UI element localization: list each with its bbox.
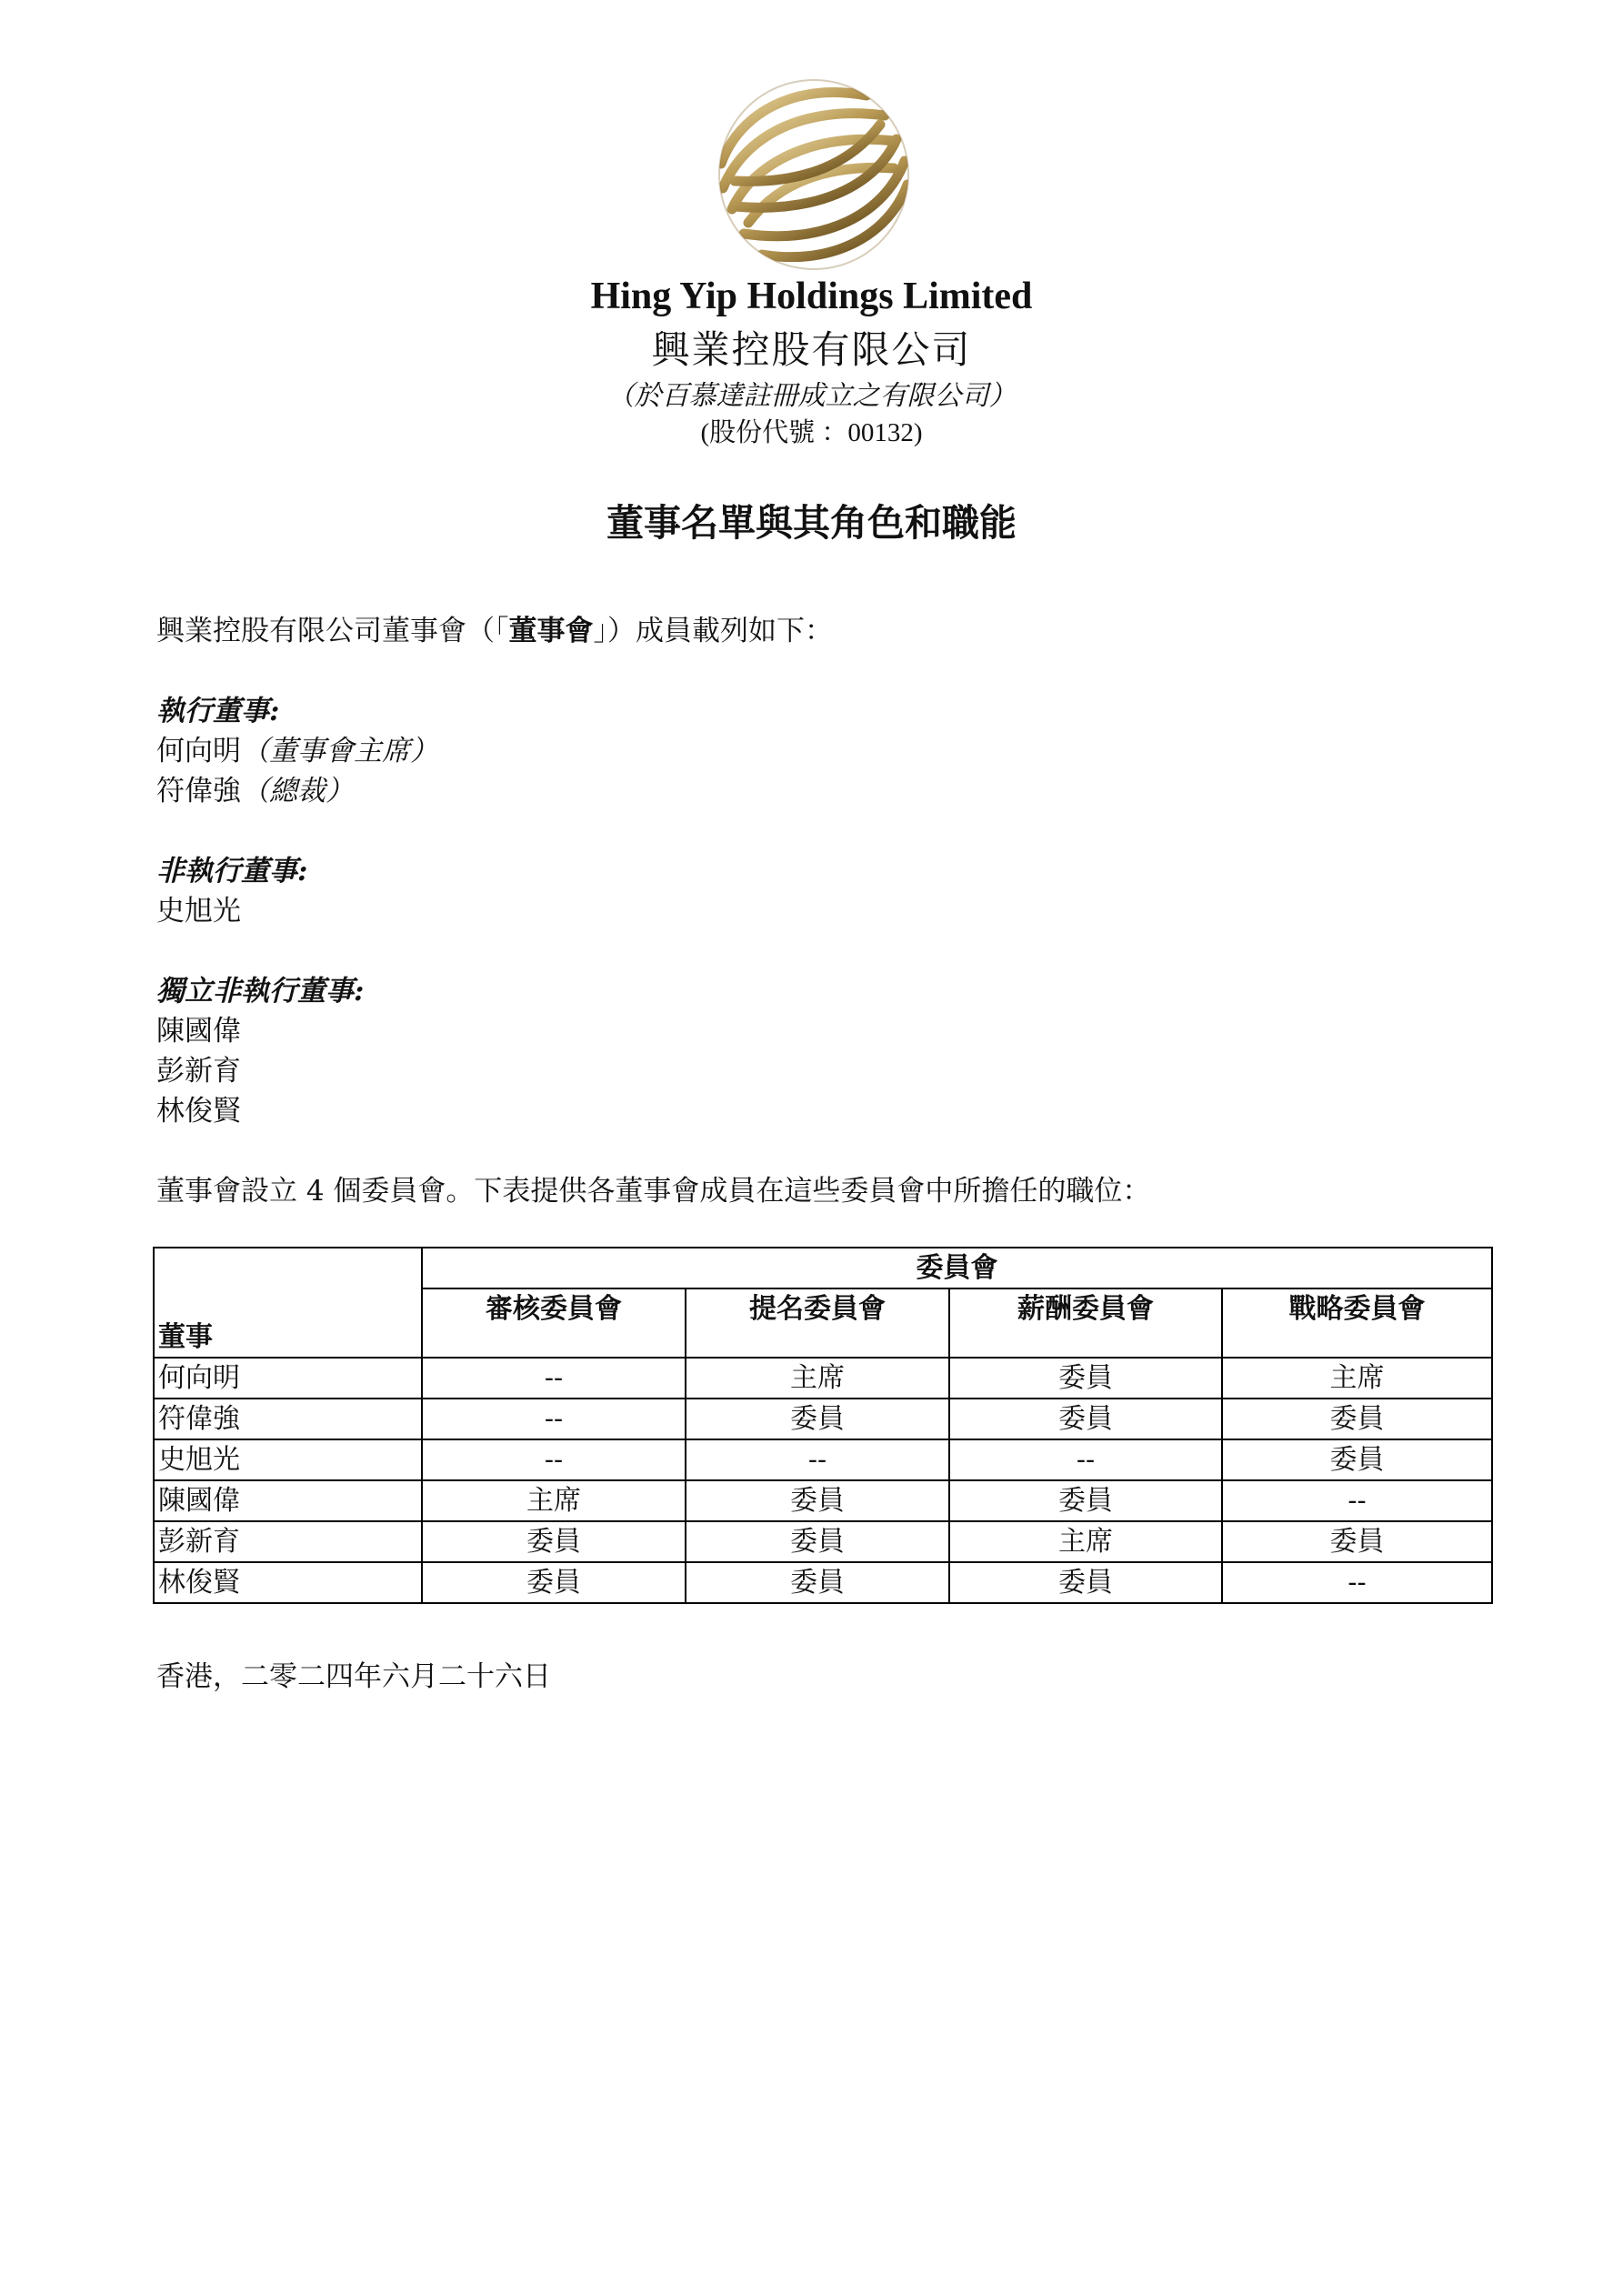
committee-position-cell: 委員 [686, 1562, 949, 1603]
incorporation-note: （於百慕達註冊成立之有限公司） [606, 380, 1017, 412]
committee-position-cell: -- [1222, 1480, 1492, 1521]
committee-position-cell: 委員 [1222, 1439, 1492, 1480]
executive-directors-heading: 執行董事: [156, 695, 280, 727]
committee-group-header: 委員會 [422, 1248, 1492, 1288]
intro-text-after: 」）成員載列如下： [593, 615, 833, 647]
committee-position-cell: 委員 [422, 1562, 686, 1603]
intro-paragraph [156, 611, 833, 651]
director-name-cell: 林俊賢 [154, 1562, 422, 1603]
column-header-remuneration: 薪酬委員會 [949, 1288, 1222, 1358]
intro-text-bold: 董事會 [508, 615, 594, 647]
committee-position-cell: -- [686, 1439, 949, 1480]
director-name: 陳國偉 [156, 1015, 241, 1048]
committee-table [153, 1247, 1493, 1604]
committee-position-cell: 委員 [1222, 1399, 1492, 1439]
table-row [154, 1399, 1492, 1439]
committee-position-cell: -- [1222, 1562, 1492, 1603]
committee-position-cell: 委員 [686, 1399, 949, 1439]
table-row [154, 1521, 1492, 1562]
table-header-row [154, 1248, 1492, 1288]
director-name-cell: 何向明 [154, 1358, 422, 1399]
company-name-zh: 興業控股有限公司 [651, 327, 972, 372]
director-entry [156, 771, 354, 811]
column-header-nomination: 提名委員會 [686, 1288, 949, 1358]
committee-position-cell: -- [422, 1358, 686, 1399]
director-name-cell: 史旭光 [154, 1439, 422, 1480]
committee-position-cell: 委員 [949, 1480, 1222, 1521]
independent-directors-heading: 獨立非執行董事: [156, 975, 365, 1008]
director-name-cell: 符偉強 [154, 1399, 422, 1439]
committee-position-cell: 委員 [1222, 1521, 1492, 1562]
committee-position-cell: -- [422, 1439, 686, 1480]
committee-position-cell: 委員 [422, 1521, 686, 1562]
committee-position-cell: -- [422, 1399, 686, 1439]
director-name: 符偉強 [156, 775, 241, 807]
hing-yip-logo-icon [712, 77, 917, 273]
table-row [154, 1358, 1492, 1399]
committee-position-cell: 主席 [1222, 1358, 1492, 1399]
intro-text-before: 興業控股有限公司董事會（「 [156, 615, 509, 647]
page-title: 董事名單與其角色和職能 [606, 501, 1017, 545]
director-name-cell: 彭新育 [154, 1521, 422, 1562]
committee-position-cell: 委員 [949, 1399, 1222, 1439]
committee-position-cell: 主席 [686, 1358, 949, 1399]
document-date: 香港，二零二四年六月二十六日 [156, 1660, 551, 1693]
column-header-audit: 審核委員會 [422, 1288, 686, 1358]
director-role: （總裁） [241, 775, 354, 807]
table-row [154, 1562, 1492, 1603]
director-name: 林俊賢 [156, 1095, 241, 1128]
committee-position-cell: 主席 [949, 1521, 1222, 1562]
committee-position-cell: -- [949, 1439, 1222, 1480]
director-name-cell: 陳國偉 [154, 1480, 422, 1521]
table-row [154, 1439, 1492, 1480]
stock-code: (股份代號 ：00132) [700, 418, 923, 447]
director-role: （董事會主席） [241, 735, 438, 767]
director-entry [156, 731, 438, 771]
committee-position-cell: 委員 [949, 1562, 1222, 1603]
company-name-en: Hing Yip Holdings Limited [590, 276, 1033, 317]
committee-position-cell: 委員 [686, 1480, 949, 1521]
non-executive-directors-heading: 非執行董事: [156, 855, 308, 887]
director-column-header: 董事 [154, 1248, 422, 1358]
director-name: 彭新育 [156, 1055, 241, 1088]
committee-intro: 董事會設立 4 個委員會。下表提供各董事會成員在這些委員會中所擔任的職位： [156, 1175, 1151, 1208]
column-header-strategy: 戰略委員會 [1222, 1288, 1492, 1358]
committee-position-cell: 委員 [949, 1358, 1222, 1399]
table-row [154, 1480, 1492, 1521]
director-name: 史旭光 [156, 895, 241, 927]
director-name: 何向明 [156, 735, 241, 767]
committee-position-cell: 委員 [686, 1521, 949, 1562]
committee-position-cell: 主席 [422, 1480, 686, 1521]
